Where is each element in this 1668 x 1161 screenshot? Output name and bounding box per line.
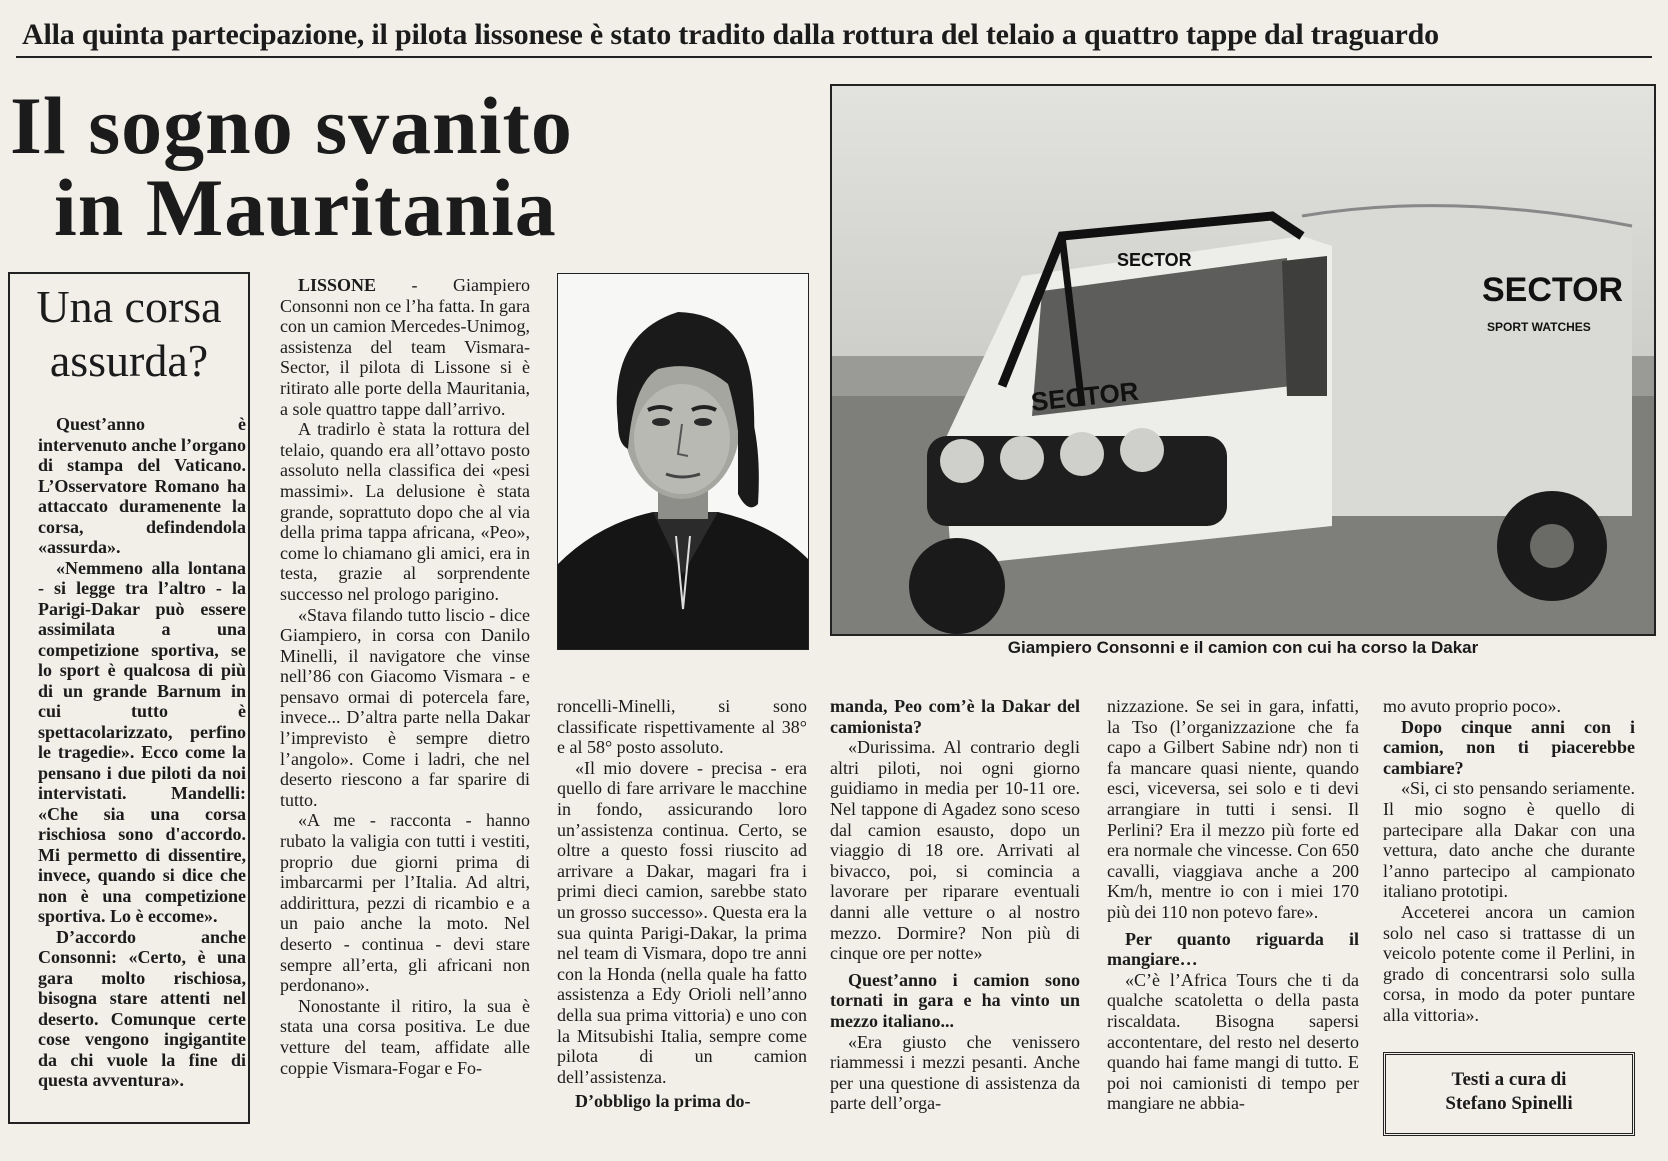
interview-answer: «C’è l’Africa Tours che ti da qualche scatoletta o della pasta riscaldata. Bisogna sapersi accontentare, del resto nel deserto quando hai fame mangi di tutto. E poi noi camionisti di tempo per mangiare ne abbia-: [1107, 969, 1359, 1114]
interview-answer: mo avuto proprio poco».: [1383, 696, 1561, 716]
kicker-rule: [16, 56, 1652, 58]
interview-question: Dopo cinque anni con i camion, non ti piacerebbe cambiare?: [1383, 716, 1635, 778]
article-column-2: [557, 696, 807, 1112]
main-headline: [10, 80, 800, 253]
article-paragraph: «Stava filando tutto liscio - dice Giampiero, in corsa con Danilo Minelli, il navigatore che vinse nell’86 con Giacomo Vismara - e pensavo ormai di potercela fare, invece... D’altra parte nella Dakar l’imprevisto è sempre dietro l’angolo». Come i ladri, che nel deserto riescono a far sparire di tutto.: [280, 604, 530, 810]
truck-brand-hood: SECTOR: [1029, 375, 1140, 417]
dateline: LISSONE: [298, 275, 377, 295]
credit-line-2: Stefano Spinelli: [1445, 1093, 1573, 1114]
truck-image: [832, 86, 1654, 634]
portrait-image: [558, 274, 808, 649]
article-column-4: [1107, 696, 1359, 1114]
sidebar-title-line-2: assurda?: [49, 335, 209, 386]
sidebar-paragraph: «Nemmeno alla lontana - si legge tra l’altro - la Parigi-Dakar può essere assimilata a una competizione sportiva, se lo sport è qualcosa di più di un grande Barnum in cui tutto è spettacolarizzato, perfino le tragedie». Ecco come la pensano i due piloti da noi intervistati. Mandelli: «Che sia una corsa rischiosa sono d'accordo. Mi permetto di dissentire, invece, quando si dice che non è una competizione sportiva. Lo è eccome».: [38, 557, 246, 926]
article-paragraph: «A me - racconta - hanno rubato la valigia con tutti i vestiti, proprio due giorni prima di imbarcarmi per l’Italia. Ad altri, addirittura, pezzi di ricambio e a un paio anche la moto. Nel deserto - continua - devi stare sempre all’erta, gli africani non perdonano».: [280, 810, 530, 996]
interview-answer: nizzazione. Se sei in gara, infatti, la Tso (l’organizzazione che fa capo a Gilbert Sabine ndr) non ti fa mancare quasi niente, quando esci, viceversa, sei solo e ti devi arrangiare in tutti i sensi. Il Perlini? Era il mezzo più forte ed era normale che vincesse. Con 650 cavalli, viaggiava anche a 200 Km/h, mentre io con i miei 170 più dei 110 non potevo fare».: [1107, 696, 1359, 922]
kicker-headline: Alla quinta partecipazione, il pilota lissonese è stato tradito dalla rottura del telaio a quattro tappe dal traguardo: [22, 18, 1439, 51]
truck-brand-windshield: SECTOR: [1117, 250, 1192, 270]
lead-text: - Giampiero Consonni non ce l’ha fatta. In gara con un camion Mercedes-Unimog, assistenza del team Vismara-Sector, il pilota di Lissone si è ritirato alle porte della Mauritania, a sole quattro tappe dall’arrivo.: [280, 275, 530, 419]
article-paragraph: roncelli-Minelli, si sono classificate rispettivamente al 38° e al 58° posto assoluto.: [557, 696, 807, 758]
article-column-1: [280, 275, 530, 1078]
sidebar-paragraph: D’accordo anche Consonni: «Certo, è una gara molto rischiosa, bisogna stare attenti nel deserto. Comunque certe cose vengono ingigantite da chi vuole la fine di questa avventura».: [38, 926, 246, 1090]
portrait-photo: [557, 273, 809, 650]
interview-question: Per quanto riguarda il mangiare…: [1107, 928, 1359, 970]
sidebar-body: [38, 414, 246, 1091]
article-paragraph: A tradirlo è stata la rottura del telaio, quando era all’ottavo posto assoluto nella classifica dei «pesi massimi». La delusione è stata grande, soprattuto dopo che al via della prima tappa africana, «Peo», come lo chiamano gli amici, era in testa, grazie al sorprendente successo nel prologo parigino.: [280, 419, 530, 604]
headline-line-2: in Mauritania: [54, 162, 557, 253]
sidebar-title: [10, 280, 248, 388]
interview-answer: Acceterei ancora un camion solo nel caso si trattasse di un veicolo potente come il Perlini, in grado di concentrarsi solo sulla corsa, in modo da poter puntare alla vittoria».: [1383, 901, 1635, 1025]
photo-caption: Giampiero Consonni e il camion con cui ha corso la Dakar: [1007, 638, 1479, 657]
sidebar-box: [8, 272, 250, 1124]
headline-line-1: Il sogno svanito: [10, 80, 573, 171]
interview-question: manda, Peo com’è la Dakar del camionista?: [830, 696, 1080, 737]
truck-brand-side: SECTOR: [1482, 271, 1624, 309]
interview-answer: «Si, ci sto pensando seriamente. Il mio sogno è quello di partecipare alla Dakar con una vettura, dato anche che durante l’anno partecipo al campionato italiano prototipi.: [1383, 778, 1635, 902]
truck-sub-side: SPORT WATCHES: [1487, 320, 1591, 334]
interview-answer: «Era giusto che venissero riammessi i mezzi pesanti. Anche per una questione di assistenza da parte dell’orga-: [830, 1031, 1080, 1114]
sidebar-title-line-1: Una corsa: [36, 281, 222, 332]
article-paragraph: «Il mio dovere - precisa - era quello di fare arrivare le macchine in fondo, assicurando loro un’assistenza continua. Certo, se oltre a questo fossi riuscito ad arrivare a Dakar, magari fra i primi dieci camion, sarebbe stato un grosso successo». Questa era la sua quinta Parigi-Dakar, la prima nel team di Vismara, dopo tre anni con la Honda (nella quale ha fatto assistenza a Edy Orioli nell’anno della sua prima vittoria) e uno con la Mitsubishi Italia, sempre come pilota di un camion dell’assistenza.: [557, 757, 807, 1087]
truck-photo: [830, 84, 1656, 636]
interview-question: D’obbligo la prima do-: [575, 1091, 751, 1112]
interview-question: Quest’anno i camion sono tornati in gara e ha vinto un mezzo italiano...: [830, 969, 1080, 1031]
article-paragraph: Nonostante il ritiro, la sua è stata una corsa positiva. Le due vetture del team, affidate alle coppie Vismara-Fogar e Fo-: [280, 995, 530, 1078]
credit-box: [1383, 1052, 1635, 1136]
article-column-5: [1383, 696, 1635, 1026]
interview-answer: «Durissima. Al contrario degli altri piloti, noi ogni giorno guidiamo in media per 10-11 ore. Nel tappone di Agadez sono sceso dal camion esausto, dopo un viaggio di 18 ore. Arrivati al bivacco, poi, si comincia a lavorare per riparare eventuali danni alle vetture o al nostro mezzo. Dormire? Non più di cinque ore per notte»: [830, 737, 1080, 964]
credit-line-1: Testi a cura di: [1451, 1069, 1567, 1090]
article-column-3: [830, 696, 1080, 1114]
sidebar-paragraph: Quest’anno è intervenuto anche l’organo di stampa del Vaticano. L’Osservatore Romano ha attaccato duramenente la corsa, defindendola «assurda».: [38, 414, 246, 557]
